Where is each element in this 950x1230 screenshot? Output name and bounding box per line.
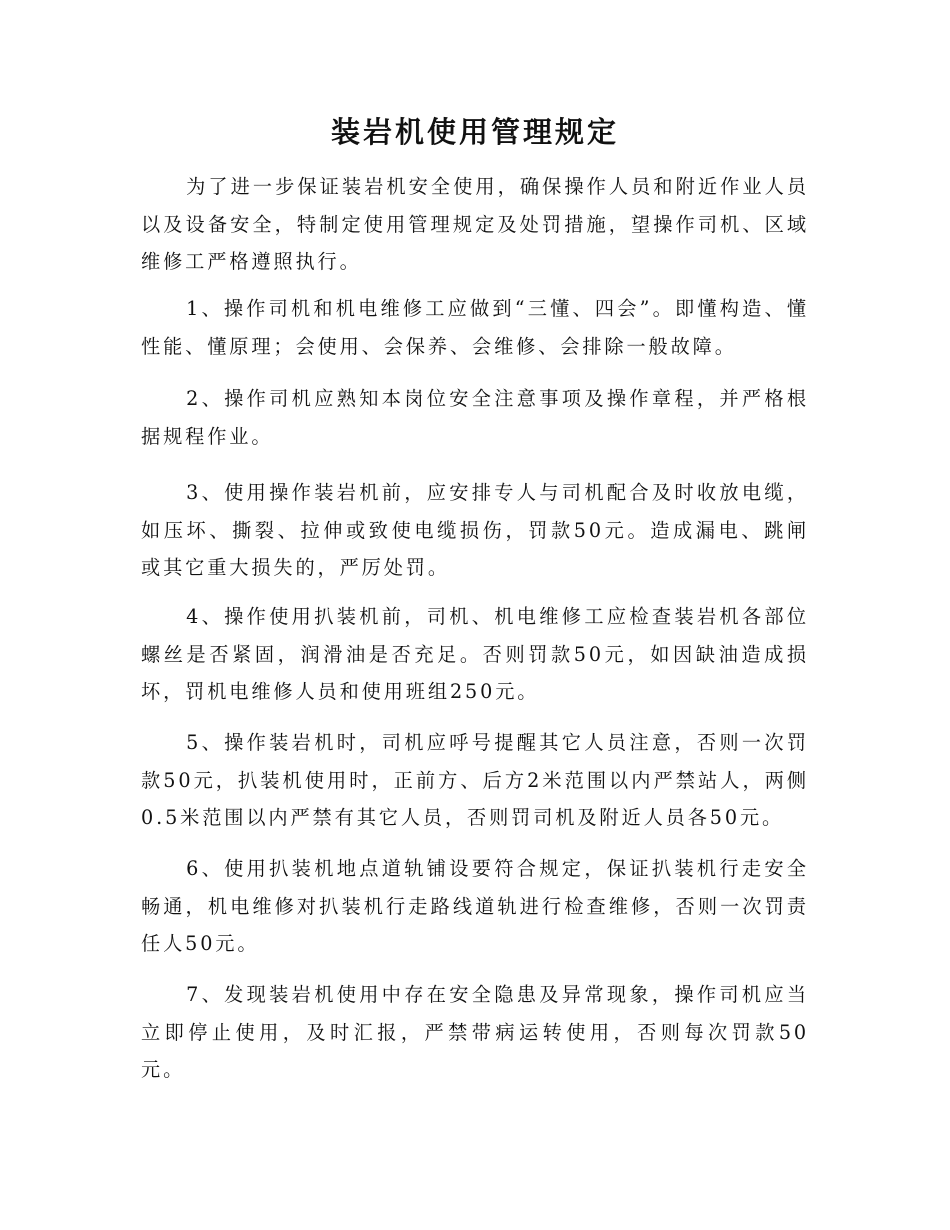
rule-item-6: 6、使用扒装机地点道轨铺设要符合规定，保证扒装机行走安全畅通，机电维修对扒装机行走路线道轨进行检查维修，否则一次罚责任人50元。: [141, 857, 809, 956]
rule-item-4: 4、操作使用扒装机前，司机、机电维修工应检查装岩机各部位螺丝是否紧固，润滑油是否充足。否则罚款50元，如因缺油造成损坏，罚机电维修人员和使用班组250元。: [141, 605, 809, 704]
rule-item-7: 7、发现装岩机使用中存在安全隐患及异常现象，操作司机应当立即停止使用，及时汇报，严禁带病运转使用，否则每次罚款50元。: [141, 983, 809, 1082]
rule-item-3: 3、使用操作装岩机前，应安排专人与司机配合及时收放电缆，如压坏、撕裂、拉伸或致使电缆损伤，罚款50元。造成漏电、跳闸或其它重大损失的，严厉处罚。: [141, 481, 809, 580]
document-title: 装岩机使用管理规定: [330, 115, 619, 149]
intro-paragraph: 为了进一步保证装岩机安全使用，确保操作人员和附近作业人员以及设备安全，特制定使用管理规定及处罚措施，望操作司机、区域维修工严格遵照执行。: [141, 175, 809, 274]
rule-item-2: 2、操作司机应熟知本岗位安全注意事项及操作章程，并严格根据规程作业。: [141, 387, 809, 448]
rule-item-1: 1、操作司机和机电维修工应做到“三懂、四会”。即懂构造、懂性能、懂原理；会使用、会保养、会维修、会排除一般故障。: [141, 297, 809, 358]
rule-item-5: 5、操作装岩机时，司机应呼号提醒其它人员注意，否则一次罚款50元，扒装机使用时，正前方、后方2米范围以内严禁站人，两侧0.5米范围以内严禁有其它人员，否则罚司机及附近人员各50元。: [141, 731, 809, 830]
